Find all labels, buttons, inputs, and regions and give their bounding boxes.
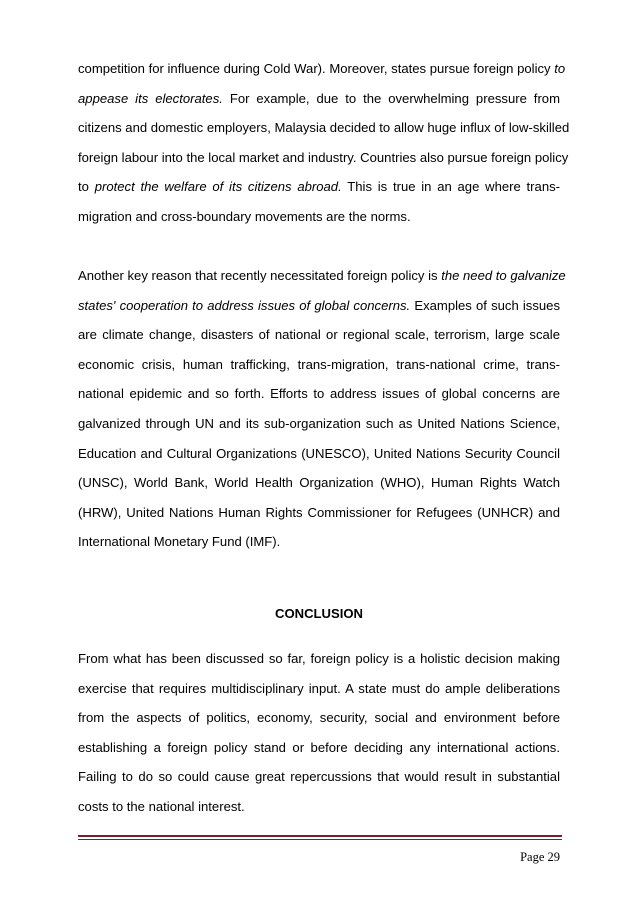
- text-line: [78, 113, 570, 143]
- footer-rule-thin: [78, 839, 562, 840]
- text-segment: This is true in an age where trans-: [341, 179, 561, 195]
- text-segment: establishing a foreign policy stand or before deciding any international actions.: [78, 739, 560, 755]
- emphasis-text: the need to galvanize: [441, 268, 566, 283]
- text-segment: Another key reason that recently necessitated foreign policy is: [78, 268, 442, 283]
- text-line: [78, 172, 560, 202]
- footer-rule-thick: [78, 835, 562, 837]
- text-segment: exercise that requires multidisciplinary input. A state must do ample deliberations: [78, 680, 560, 696]
- text-line: [78, 527, 560, 557]
- emphasis-text: appease its electorates.: [78, 90, 223, 106]
- text-segment: Examples of such issues: [410, 297, 561, 313]
- paragraph-global-concerns: [78, 261, 566, 557]
- text-line: [78, 320, 560, 350]
- emphasis-text: states' cooperation to address issues of global concerns.: [78, 297, 411, 313]
- text-segment: are climate change, disasters of national or regional scale, terrorism, large scale: [78, 327, 560, 343]
- text-segment: citizens and domestic employers, Malaysia decided to allow huge influx of low-skilled: [78, 120, 570, 136]
- text-segment: migration and cross-boundary movements are the norms.: [78, 208, 411, 224]
- text-segment: costs to the national interest.: [78, 798, 245, 814]
- text-line: [78, 54, 566, 84]
- text-line: [78, 439, 560, 469]
- text-segment: Education and Cultural Organizations (UNESCO), United Nations Security Council: [78, 445, 560, 461]
- text-line: [78, 498, 560, 528]
- text-line: [78, 409, 560, 439]
- text-line: [78, 733, 560, 763]
- text-segment: International Monetary Fund (IMF).: [78, 534, 281, 550]
- text-line: [78, 468, 560, 498]
- text-line: [78, 291, 560, 321]
- section-heading-conclusion: CONCLUSION: [274, 606, 364, 621]
- paragraph-foreign-policy-motives: [78, 54, 570, 232]
- text-line: [78, 379, 560, 409]
- text-line: [78, 644, 560, 674]
- text-line: [78, 762, 560, 792]
- paragraph-conclusion: [78, 644, 560, 822]
- text-segment: economic crisis, human trafficking, trans-migration, trans-national crime, trans-: [78, 356, 560, 372]
- text-segment: From what has been discussed so far, foreign policy is a holistic decision making: [78, 651, 560, 666]
- text-line: [78, 143, 569, 173]
- emphasis-text: to: [554, 61, 566, 76]
- text-line: [78, 261, 566, 291]
- emphasis-text: protect the welfare of its citizens abroad.: [94, 179, 342, 195]
- text-segment: national epidemic and so forth. Efforts to address issues of global concerns are: [78, 386, 560, 402]
- text-line: [78, 202, 560, 232]
- text-line: [78, 350, 560, 380]
- text-segment: For example, due to the overwhelming pressure from: [222, 90, 560, 106]
- text-segment: from the aspects of politics, economy, security, social and environment before: [78, 710, 560, 726]
- text-segment: to: [78, 179, 95, 195]
- text-line: [78, 792, 560, 822]
- text-segment: competition for influence during Cold War). Moreover, states pursue foreign policy: [78, 61, 555, 76]
- text-segment: foreign labour into the local market and industry. Countries also pursue foreign policy: [78, 149, 569, 165]
- page-number: Page 29: [520, 850, 560, 864]
- text-segment: (HRW), United Nations Human Rights Commissioner for Refugees (UNHCR) and: [78, 504, 560, 520]
- text-segment: Failing to do so could cause great repercussions that would result in substantial: [78, 769, 560, 785]
- text-line: [78, 703, 560, 733]
- text-segment: galvanized through UN and its sub-organization such as United Nations Science,: [78, 415, 560, 431]
- text-line: [78, 84, 560, 114]
- text-segment: (UNSC), World Bank, World Health Organization (WHO), Human Rights Watch: [78, 475, 560, 491]
- text-line: [78, 674, 560, 704]
